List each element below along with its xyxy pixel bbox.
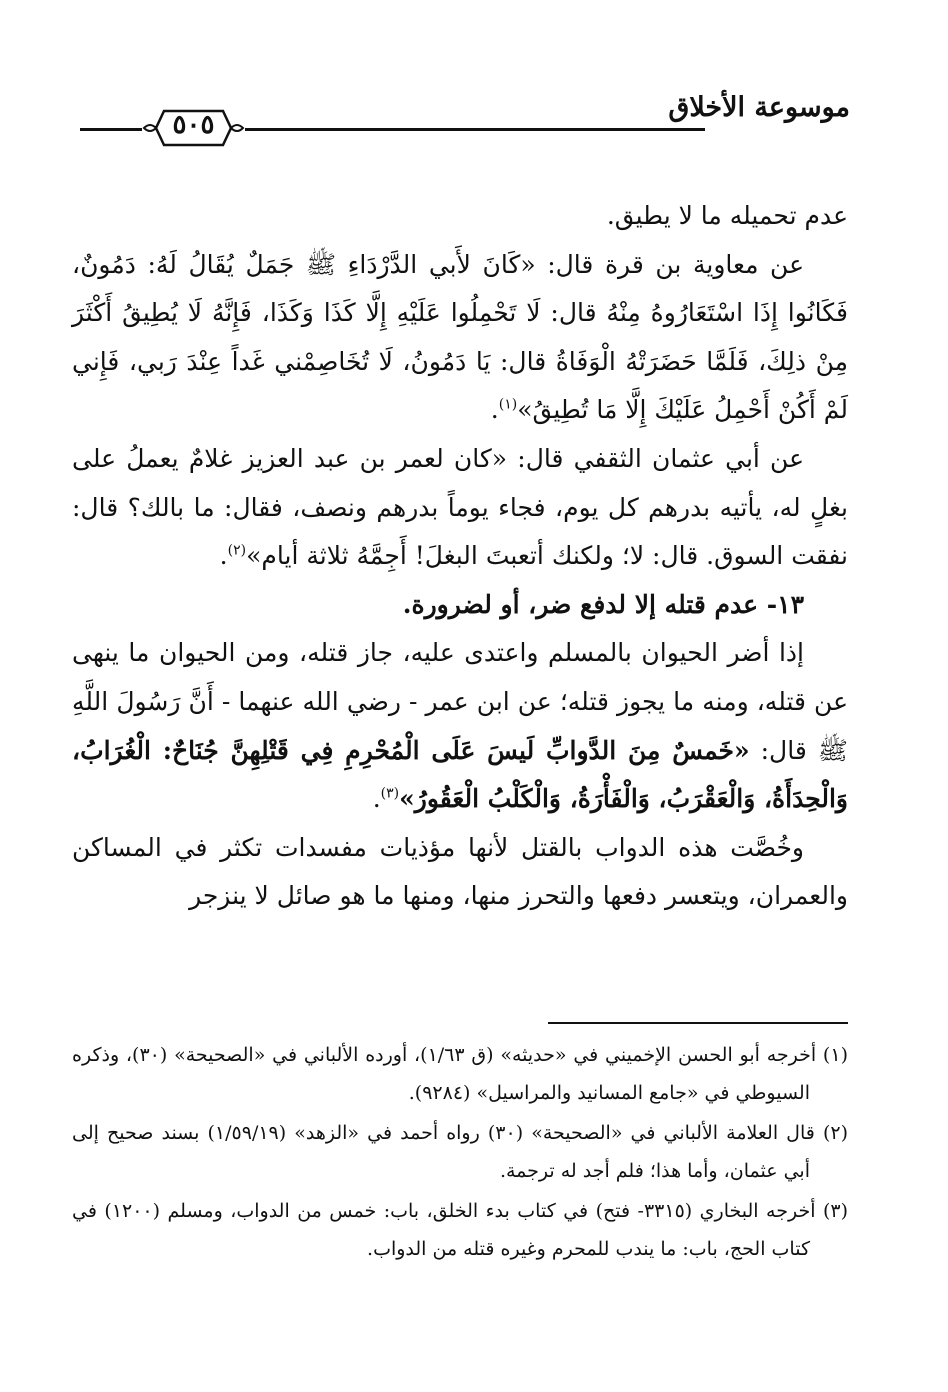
footnote-ref-2: (٢) [227, 542, 247, 559]
paragraph-harm-text: إذا أضر الحيوان بالمسلم واعتدى عليه، جاز قتله، ومن الحيوان ما ينهى عن قتله، ومنه ما يجوز قتله؛ عن ابن عمر - رضي الله عنهما - أَنَّ رَسُولَ اللَّهِ ﷺ قال: [72, 638, 849, 765]
paragraph-abu-uthman: عن أبي عثمان الثقفي قال: «كان لعمر بن عبد العزيز غلامٌ يعملُ على بغلٍ له، يأتيه بدرهم كل يوم، فجاء يوماً بدرهم ونصف، فقال: ما بالك؟ قال: نفقت السوق. قال: لا؛ ولكنك أتعبتَ البغلَ! أَجِمَّهُ ثلاثة أيام»$^{(٢)}$. [72, 443, 848, 571]
footnote-ref-3: (٣) [380, 785, 400, 802]
paragraph-reason: وخُصَّت هذه الدواب بالقتل لأنها مؤذيات مفسدات تكثر في المساكن والعمران، ويتعسر دفعها والتحرز منها، ومنها ما هو صائل لا ينزجر [72, 832, 848, 911]
footnote-divider [548, 1022, 848, 1024]
page-number: ٥٠٥ [172, 110, 215, 140]
header-rule-right [245, 128, 705, 131]
footnote-1: (١) أخرجه أبو الحسن الإخميني في «حديثه» (ق ١/٦٣)، أورده الألباني في «الصحيحة» (٣٠)، وذكره السيوطي في «جامع المسانيد والمراسيل» (٩٢٨٤). [72, 1044, 848, 1104]
page-number-frame [142, 106, 245, 150]
paragraph-abu-uthman-text: عن أبي عثمان الثقفي قال: «كان لعمر بن عبد العزيز غلامٌ يعملُ على بغلٍ له، يأتيه بدرهم كل يوم، فجاء يوماً بدرهم ونصف، فقال: ما بالك؟ قال: نفقت السوق. قال: لا؛ ولكنك أتعبتَ البغلَ! أَجِمَّهُ ثلاثة أيام» [72, 443, 848, 571]
paragraph-intro: عدم تحميله ما لا يطيق. [606, 201, 848, 230]
header-rule-left [80, 128, 142, 131]
footnote-ref-1: (١) [498, 397, 518, 414]
main-text [72, 192, 848, 921]
footnote-2: (٢) قال العلامة الألباني في «الصحيحة» (٣٠) رواه أحمد في «الزهد» (١/٥٩/١٩) بسند صحيح إلى أبي عثمان، وأما هذا؛ فلم أجد له ترجمة. [72, 1122, 848, 1182]
book-title: موسوعة الأخلاق [668, 92, 850, 123]
footnotes [72, 1036, 848, 1270]
section-heading: ١٣- عدم قتله إلا لدفع ضر، أو لضرورة. [402, 589, 804, 619]
hadith-text: «خَمسٌ مِنَ الدَّوابِّ لَيسَ عَلَى الْمُحْرِمِ فِي قَتْلِهِنَّ جُنَاحٌ: الْغُرَابُ، وَالْحِدَأَةُ، وَالْعَقْرَبُ، وَالْفَأْرَةُ، وَالْكَلْبُ الْعَقُورُ» [72, 735, 848, 814]
page-header [70, 88, 850, 158]
paragraph-muawiya: عن معاوية بن قرة قال: «كَانَ لأَبي الدَّرْدَاءِ ﷺ جَمَلٌ يُقَالُ لَهُ: دَمُونٌ، فَكَانُوا إِذَا اسْتَعَارُوهُ مِنْهُ قال: لَا تَحْمِلُوا عَلَيْهِ إِلَّا كَذَا وَكَذَا، فَإِنَّهُ لَا يُطِيقُ أَكْثَرَ مِنْ ذلِكَ، فَلَمَّا حَضَرَتْهُ الْوَفَاةُ قال: يَا دَمُونُ، لَا تُخَاصِمْني غَداً عِنْدَ رَبي، فَإِني لَمْ أَكُنْ أَحْمِلُ عَلَيْكَ إِلَّا مَا تُطِيقُ»$^{(١)}$. [72, 249, 848, 425]
paragraph-muawiya-text: عن معاوية بن قرة قال: «كَانَ لأَبي الدَّرْدَاءِ ﷺ جَمَلٌ يُقَالُ لَهُ: دَمُونٌ، فَكَانُوا إِذَا اسْتَعَارُوهُ مِنْهُ قال: لَا تَحْمِلُوا عَلَيْهِ إِلَّا كَذَا وَكَذَا، فَإِنَّهُ لَا يُطِيقُ أَكْثَرَ مِنْ ذلِكَ، فَلَمَّا حَضَرَتْهُ الْوَفَاةُ قال: يَا دَمُونُ، لَا تُخَاصِمْني غَداً عِنْدَ رَبي، فَإِني لَمْ أَكُنْ أَحْمِلُ عَلَيْكَ إِلَّا مَا تُطِيقُ» [72, 249, 848, 425]
paragraph-harm: إذا أضر الحيوان بالمسلم واعتدى عليه، جاز قتله، ومن الحيوان ما ينهى عن قتله، ومنه ما يجوز قتله؛ عن ابن عمر - رضي الله عنهما - أَنَّ رَسُولَ اللَّهِ ﷺ قال: «خَمسٌ مِنَ الدَّوابِّ لَيسَ عَلَى الْمُحْرِمِ فِي قَتْلِهِنَّ جُنَاحٌ: الْغُرَابُ، وَالْحِدَأَةُ، وَالْعَقْرَبُ، وَالْفَأْرَةُ، وَالْكَلْبُ الْعَقُورُ»$^{(٣)}$. [72, 638, 849, 814]
footnote-3: (٣) أخرجه البخاري (٣٣١٥- فتح) في كتاب بدء الخلق، باب: خمس من الدواب، ومسلم (١٢٠٠) في كتاب الحج، باب: ما يندب للمحرم وغيره قتله من الدواب. [72, 1200, 849, 1260]
